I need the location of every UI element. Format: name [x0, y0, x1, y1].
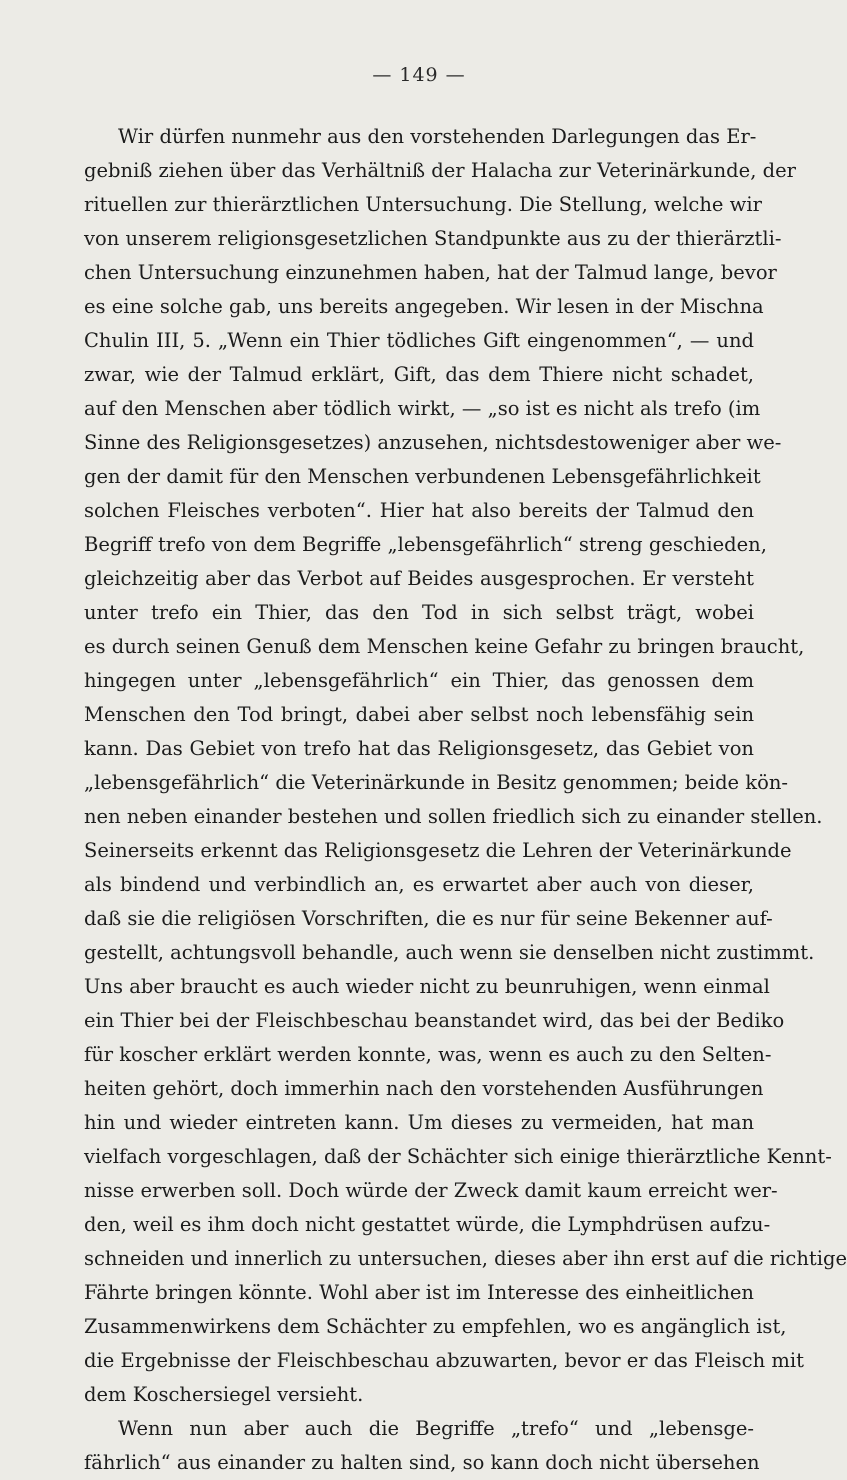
text-line: gebniß ziehen über das Verhältniß der Halacha zur Veterinärkunde, der: [84, 159, 796, 182]
text-line: Begriff trefo von dem Begriffe „lebensgefährlich“ streng geschieden,: [84, 533, 767, 556]
text-line: nisse erwerben soll. Doch würde der Zweck damit kaum erreicht wer-: [84, 1179, 778, 1202]
text-line: heiten gehört, doch immerhin nach den vorstehenden Ausführungen: [84, 1077, 764, 1100]
paragraph: [84, 120, 847, 1412]
page-number: — 149 —: [372, 64, 466, 86]
text-line: Uns aber braucht es auch wieder nicht zu beunruhigen, wenn einmal: [84, 975, 770, 998]
text-line: kann. Das Gebiet von trefo hat das Religionsgesetz, das Gebiet von: [84, 737, 754, 760]
text-line: solchen Fleisches verboten“. Hier hat also bereits der Talmud den: [84, 499, 754, 522]
text-line: als bindend und verbindlich an, es erwartet aber auch von dieser,: [84, 873, 754, 896]
text-line: von unserem religionsgesetzlichen Standpunkte aus zu der thierärztli-: [84, 227, 782, 250]
text-line: Sinne des Religionsgesetzes) anzusehen, nichtsdestoweniger aber we-: [84, 431, 782, 454]
text-line: unter trefo ein Thier, das den Tod in sich selbst trägt, wobei: [84, 601, 754, 624]
text-line: Chulin III, 5. „Wenn ein Thier tödliches Gift eingenommen“, — und: [84, 329, 754, 352]
text-line: daß sie die religiösen Vorschriften, die es nur für seine Bekenner auf-: [84, 907, 773, 930]
text-line: die Ergebnisse der Fleischbeschau abzuwarten, bevor er das Fleisch mit: [84, 1349, 804, 1372]
text-line: Wenn nun aber auch die Begriffe „trefo“ und „lebensge-: [118, 1417, 754, 1440]
text-line: Wir dürfen nunmehr aus den vorstehenden Darlegungen das Er-: [118, 125, 757, 148]
text-line: nen neben einander bestehen und sollen friedlich sich zu einander stellen.: [84, 805, 823, 828]
text-line: dem Koschersiegel versieht.: [84, 1383, 364, 1406]
text-line: zwar, wie der Talmud erklärt, Gift, das dem Thiere nicht schadet,: [84, 363, 754, 386]
text-line: rituellen zur thierärztlichen Untersuchung. Die Stellung, welche wir: [84, 193, 762, 216]
text-line: gestellt, achtungsvoll behandle, auch wenn sie denselben nicht zustimmt.: [84, 941, 815, 964]
text-line: den, weil es ihm doch nicht gestattet würde, die Lymphdrüsen aufzu-: [84, 1213, 771, 1236]
text-line: ein Thier bei der Fleischbeschau beanstandet wird, das bei der Bediko: [84, 1009, 785, 1032]
text-line: gen der damit für den Menschen verbundenen Lebensgefährlichkeit: [84, 465, 761, 488]
text-line: für koscher erklärt werden konnte, was, wenn es auch zu den Selten-: [84, 1043, 772, 1066]
text-line: vielfach vorgeschlagen, daß der Schächter sich einige thierärztliche Kennt-: [84, 1145, 832, 1168]
text-line: Menschen den Tod bringt, dabei aber selbst noch lebensfähig sein: [84, 703, 754, 726]
text-line: hingegen unter „lebensgefährlich“ ein Thier, das genossen dem: [84, 669, 754, 692]
paragraph: [84, 1412, 760, 1480]
text-line: hin und wieder eintreten kann. Um dieses zu vermeiden, hat man: [84, 1111, 754, 1134]
text-line: chen Untersuchung einzunehmen haben, hat der Talmud lange, bevor: [84, 261, 777, 284]
text-line: es eine solche gab, uns bereits angegeben. Wir lesen in der Mischna: [84, 295, 764, 318]
text-line: auf den Menschen aber tödlich wirkt, — „so ist es nicht als trefo (im: [84, 397, 761, 420]
text-line: fährlich“ aus einander zu halten sind, so kann doch nicht übersehen: [84, 1451, 760, 1474]
text-line: es durch seinen Genuß dem Menschen keine Gefahr zu bringen braucht,: [84, 635, 805, 658]
text-line: Fährte bringen könnte. Wohl aber ist im Interesse des einheitlichen: [84, 1281, 754, 1304]
text-line: Seinerseits erkennt das Religionsgesetz die Lehren der Veterinärkunde: [84, 839, 792, 862]
text-line: schneiden und innerlich zu untersuchen, dieses aber ihn erst auf die richtige: [84, 1247, 847, 1270]
text-line: Zusammenwirkens dem Schächter zu empfehlen, wo es angänglich ist,: [84, 1315, 787, 1338]
text-line: „lebensgefährlich“ die Veterinärkunde in Besitz genommen; beide kön-: [84, 771, 788, 794]
body-text: [84, 120, 847, 1480]
text-line: gleichzeitig aber das Verbot auf Beides ausgesprochen. Er versteht: [84, 567, 754, 590]
